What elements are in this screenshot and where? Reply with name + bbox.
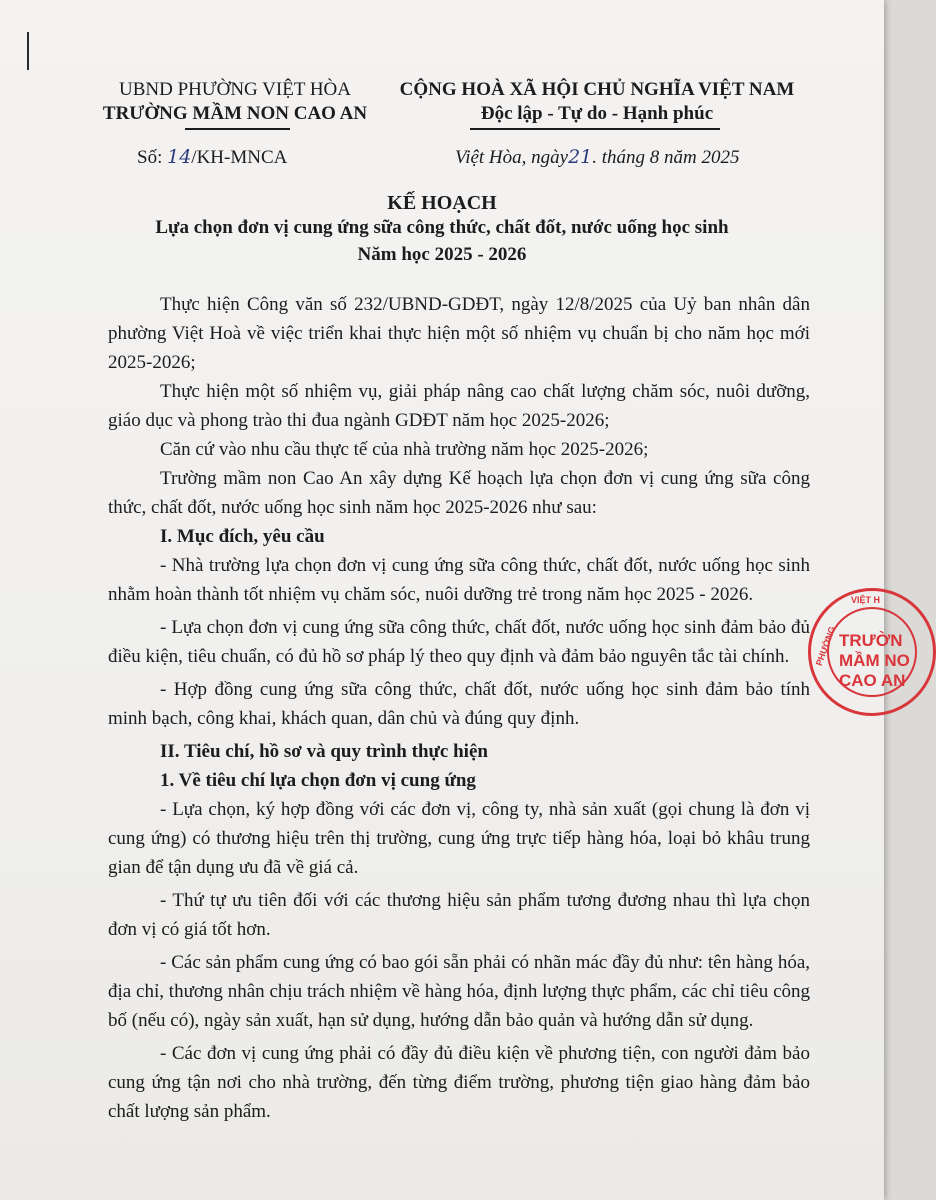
header-right-underline (470, 128, 720, 130)
paragraph: - Hợp đồng cung ứng sữa công thức, chất đốt, nước uống học sinh đảm bảo tính minh bạch, công khai, khách quan, dân chủ và đúng quy định. (108, 679, 810, 729)
paragraph: - Thứ tự ưu tiên đối với các thương hiệu sản phẩm tương đương nhau thì lựa chọn đơn vị có giá tốt hơn. (108, 890, 810, 940)
header-left-line2: TRƯỜNG MẦM NON CAO AN (102, 103, 368, 124)
paragraph: - Các đơn vị cung ứng phải có đầy đủ điều kiện về phương tiện, con người đảm bảo cung ứng tận nơi cho nhà trường, đến từng điểm trường, phương tiện giao hàng đảm bảo chất lượng sản phẩm. (108, 1043, 810, 1122)
seal-line3: CAO AN (839, 671, 906, 690)
number-prefix: Số: (137, 147, 168, 168)
section-heading-2: II. Tiêu chí, hồ sơ và quy trình thực hiện (160, 741, 488, 762)
document-number (137, 146, 287, 169)
header-left-underline (185, 128, 290, 130)
paragraph: Thực hiện một số nhiệm vụ, giải pháp nâng cao chất lượng chăm sóc, nuôi dưỡng, giáo dục và phong trào thi đua ngành GDĐT năm học 2025-2026; (108, 381, 810, 431)
document-date (455, 146, 740, 169)
red-seal-stamp (808, 588, 936, 716)
number-suffix: /KH-MNCA (191, 147, 288, 168)
seal-line2: MẦM NO (839, 651, 910, 670)
paragraph: - Lựa chọn đơn vị cung ứng sữa công thức, chất đốt, nước uống học sinh đảm bảo đủ điều kiện, tiêu chuẩn, có đủ hồ sơ pháp lý theo quy định và đảm bảo nguyên tắc tài chính. (108, 617, 810, 667)
body-text (108, 290, 810, 1126)
number-handwritten: 14 (167, 146, 192, 168)
title-sub1: Lựa chọn đơn vị cung ứng sữa công thức, chất đốt, nước uống học sinh (155, 217, 729, 238)
paragraph: - Lựa chọn, ký hợp đồng với các đơn vị, công ty, nhà sản xuất (gọi chung là đơn vị cung ứng) có thương hiệu trên thị trường, cung ứng trực tiếp hàng hóa, loại bỏ khâu trung gian để tận dụng ưu đã về giá cả. (108, 799, 810, 878)
margin-mark (27, 32, 29, 70)
date-suffix: . tháng 8 năm 2025 (592, 147, 740, 168)
section-heading-1: I. Mục đích, yêu cầu (160, 526, 325, 547)
header-right-line1: CỘNG HOÀ XÃ HỘI CHỦ NGHĨA VIỆT NAM (399, 79, 795, 100)
paragraph: Thực hiện Công văn số 232/UBND-GDĐT, ngày 12/8/2025 của Uỷ ban nhân dân phường Việt Hoà về việc triển khai thực hiện một số nhiệm vụ chuẩn bị cho năm học mới 2025-2026; (108, 294, 810, 373)
title-sub2: Năm học 2025 - 2026 (357, 244, 527, 265)
paragraph: Căn cứ vào nhu cầu thực tế của nhà trường năm học 2025-2026; (160, 439, 649, 460)
paragraph: - Nhà trường lựa chọn đơn vị cung ứng sữa công thức, chất đốt, nước uống học sinh nhằm hoàn thành tốt nhiệm vụ chăm sóc, nuôi dưỡng trẻ trong năm học 2025 - 2026. (108, 555, 810, 605)
paragraph: - Các sản phẩm cung ứng có bao gói sẵn phải có nhãn mác đầy đủ như: tên hàng hóa, địa chỉ, thương nhân chịu trách nhiệm về hàng hóa, định lượng thực phẩm, các chỉ tiêu công bố (nếu có), ngày sản xuất, hạn sử dụng, hướng dẫn bảo quản và hướng dẫn sử dụng. (108, 952, 810, 1031)
title-main: KẾ HOẠCH (387, 192, 497, 214)
date-prefix: Việt Hòa, ngày (455, 147, 569, 168)
header-right-line2: Độc lập - Tự do - Hạnh phúc (480, 103, 714, 124)
date-handwritten: 21 (568, 146, 593, 168)
paragraph: Trường mầm non Cao An xây dựng Kế hoạch lựa chọn đơn vị cung ứng sữa công thức, chất đốt, nước uống học sinh năm học 2025-2026 như sau: (108, 468, 810, 518)
header-left-line1: UBND PHƯỜNG VIỆT HÒA (118, 79, 352, 100)
seal-ring-left-text: PHƯỜNG (813, 624, 838, 668)
seal-ring-text: VIỆT H (851, 595, 881, 605)
seal-line1: TRƯỜN (839, 631, 903, 650)
subsection-heading-1: 1. Về tiêu chí lựa chọn đơn vị cung ứng (160, 770, 476, 791)
